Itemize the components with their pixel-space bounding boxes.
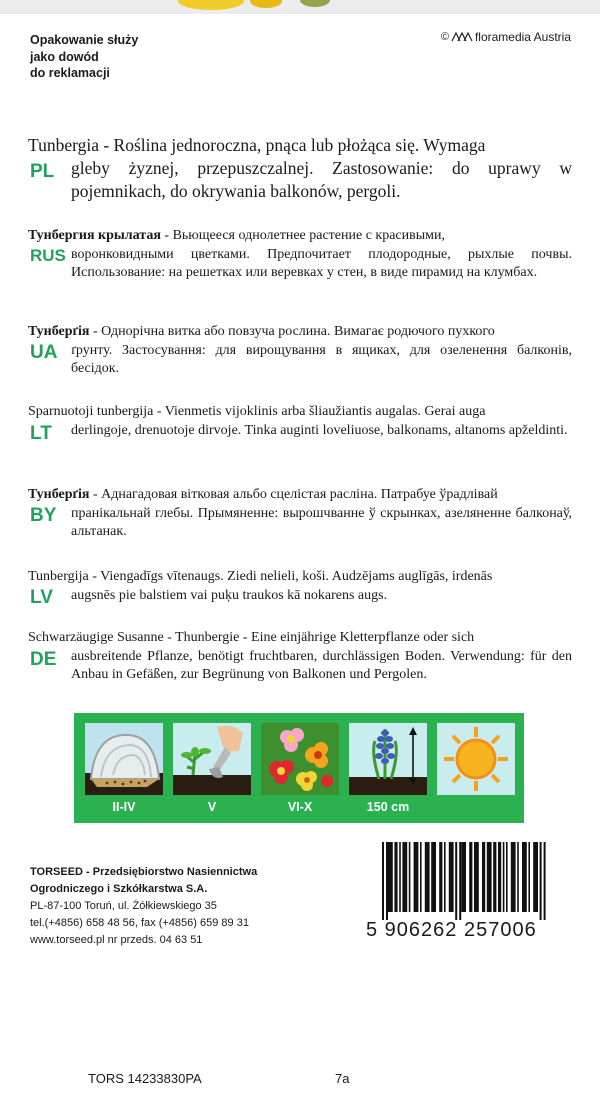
barcode-bar bbox=[528, 842, 530, 912]
description-lt bbox=[28, 403, 572, 444]
barcode-bar bbox=[461, 842, 466, 912]
barcode-bar bbox=[382, 842, 384, 920]
barcode-bar bbox=[517, 842, 519, 912]
icon-label: V bbox=[207, 800, 217, 814]
greenhouse-tunnel-icon bbox=[85, 723, 163, 795]
description-first-line: - Vienmetis vijoklinis arba šliaužiantis augalas. Gerai auga bbox=[153, 404, 486, 419]
barcode-bar bbox=[409, 842, 411, 912]
plant-name: Tunbergija bbox=[28, 569, 89, 584]
plant-name: Schwarzäugige Susanne bbox=[28, 630, 164, 645]
description-rest: ausbreitende Pflanze, benötigt fruchtbaren, durchlässigen Boden. Verwendung: für den Anbau in Gefäßen, zur Begrünung von Balkonen und Pergolen. bbox=[71, 648, 572, 682]
barcode-bar bbox=[386, 842, 388, 920]
company-info bbox=[30, 864, 257, 949]
claim-line: jako dowód bbox=[30, 49, 99, 64]
description-text bbox=[28, 486, 572, 542]
barcode-bar bbox=[503, 842, 505, 912]
description-first-line: - Viengadīgs vītenaugs. Ziedi nelieli, koši. Audzējams auglīgās, irdenās bbox=[88, 569, 493, 584]
barcode-bar bbox=[399, 842, 401, 912]
barcode-bar bbox=[402, 842, 407, 912]
barcode-bar bbox=[420, 842, 422, 912]
barcode-bar bbox=[482, 842, 485, 912]
description-rest: augsnēs pie balstiem vai puķu traukos kā nokarens augs. bbox=[71, 587, 388, 603]
barcode-bar bbox=[394, 842, 397, 912]
description-text bbox=[28, 568, 572, 605]
icon-label: 150 cm bbox=[366, 800, 410, 814]
credit-text: floramedia Austria bbox=[474, 30, 571, 44]
barcode-bar bbox=[425, 842, 430, 912]
barcode-bar bbox=[474, 842, 479, 912]
variant-code: 7a bbox=[335, 1071, 350, 1086]
description-rest: gleby żyznej, przepuszczalnej. Zastosowanie: do uprawy w pojemnikach, do okrywania balkonów, pergoli. bbox=[71, 158, 572, 201]
language-code: RUS bbox=[30, 246, 66, 265]
plant-name: Тунберґія bbox=[28, 324, 90, 339]
claim-line: Opakowanie służy bbox=[30, 33, 139, 47]
plant-name: Тунбергия крылатая bbox=[28, 228, 161, 243]
plant-name: Tunbergia bbox=[28, 135, 99, 155]
company-name-line2: Ogrodniczego i Szkółkarstwa S.A. bbox=[30, 883, 208, 895]
barcode-bar bbox=[498, 842, 501, 912]
barcode-bar bbox=[493, 842, 496, 912]
description-first-line: - Аднагадовая вітковая альбо сцелістая расліна. Патрабуе ўрадлівай bbox=[89, 487, 498, 502]
description-first-line: - Вьющееся однолетнее растение с красивыми, bbox=[160, 228, 446, 243]
barcode-bar bbox=[439, 842, 442, 912]
barcode-bar bbox=[487, 842, 492, 912]
description-pl bbox=[28, 134, 572, 203]
plant-height-icon bbox=[349, 723, 427, 795]
cultivation-icon-panel bbox=[74, 713, 524, 823]
plant-name: Тунберґія bbox=[28, 487, 90, 502]
description-by bbox=[28, 486, 572, 542]
description-rest: воронковидными цветками. Предпочитает плодородные, рыхлые почвы. Использование: на решетках или веревках у стен, в виде пирамид на клумбах. bbox=[71, 246, 572, 280]
language-code: PL bbox=[30, 161, 55, 182]
barcode-digits: 5 906262 257006 bbox=[366, 919, 537, 941]
description-ua bbox=[28, 323, 572, 379]
description-rest: пранікальнай глебы. Прымяненне: вырошчванне ў скрынках, азеляненне балконаў, альтанак. bbox=[71, 505, 572, 539]
icon-label: VI-X bbox=[287, 800, 313, 814]
barcode-bar bbox=[469, 842, 472, 912]
company-phone: tel.(+4856) 658 48 56, fax (+4856) 659 89 31 bbox=[30, 917, 249, 929]
photo-credit bbox=[441, 29, 571, 45]
description-text bbox=[28, 134, 572, 203]
icon-label: II-IV bbox=[112, 800, 136, 814]
barcode-bar bbox=[455, 842, 457, 920]
flowers-icon bbox=[261, 723, 339, 795]
description-first-line: - Однорічна витка або повзуча рослина. Вимагає родючого пухкого bbox=[89, 324, 495, 339]
barcode-bar bbox=[414, 842, 419, 912]
description-rus bbox=[28, 227, 572, 283]
barcode-bars bbox=[366, 842, 574, 920]
barcode-bar bbox=[449, 842, 454, 912]
description-text bbox=[28, 403, 572, 440]
description-text bbox=[28, 227, 572, 283]
company-web: www.torseed.pl nr przeds. 04 63 51 bbox=[30, 934, 203, 946]
description-de bbox=[28, 629, 572, 685]
language-code: UA bbox=[30, 342, 58, 363]
claim-note bbox=[30, 32, 138, 82]
language-code: DE bbox=[30, 649, 57, 670]
language-code: LV bbox=[30, 587, 53, 608]
barcode-bar bbox=[522, 842, 527, 912]
top-photo-strip bbox=[0, 0, 600, 14]
description-rest: derlingoje, drenuotoje dirvoje. Tinka auginti loveliuose, balkonams, altanoms apželdinti. bbox=[71, 422, 568, 438]
description-text bbox=[28, 629, 572, 685]
company-name: TORSEED - Przedsiębiorstwo Nasiennictwa bbox=[30, 866, 258, 878]
claim-line: do reklamacji bbox=[30, 66, 110, 80]
sun-icon bbox=[437, 723, 515, 795]
description-lv bbox=[28, 568, 572, 608]
language-code: BY bbox=[30, 505, 57, 526]
barcode-bar bbox=[444, 842, 446, 912]
barcode-bar bbox=[540, 842, 542, 920]
barcode-bar bbox=[544, 842, 546, 920]
description-text bbox=[28, 323, 572, 379]
plant-name: Sparnuotoji tunbergija bbox=[28, 404, 154, 419]
barcode-bar bbox=[459, 842, 461, 920]
barcode-bar bbox=[533, 842, 538, 912]
company-address: PL-87-100 Toruń, ul. Żółkiewskiego 35 bbox=[30, 900, 217, 912]
barcode bbox=[366, 842, 574, 954]
product-code: TORS 14233830PA bbox=[88, 1071, 202, 1086]
barcode-bar bbox=[388, 842, 393, 912]
barcode-bar bbox=[506, 842, 508, 912]
floramedia-logo-icon bbox=[451, 32, 473, 42]
description-rest: ґрунту. Застосування: для вирощування в ящиках, для озеленення балконів, бесідок. bbox=[71, 342, 572, 376]
description-first-line: - Thunbergie - Eine einjährige Kletterpflanze oder sich bbox=[163, 630, 475, 645]
language-code: LT bbox=[30, 423, 52, 444]
planting-hand-icon bbox=[173, 723, 251, 795]
copyright-symbol: © bbox=[440, 31, 449, 43]
barcode-bar bbox=[511, 842, 516, 912]
description-first-line: - Roślina jednoroczna, pnąca lub płożąca się. Wymaga bbox=[98, 135, 486, 155]
barcode-bar bbox=[431, 842, 436, 912]
